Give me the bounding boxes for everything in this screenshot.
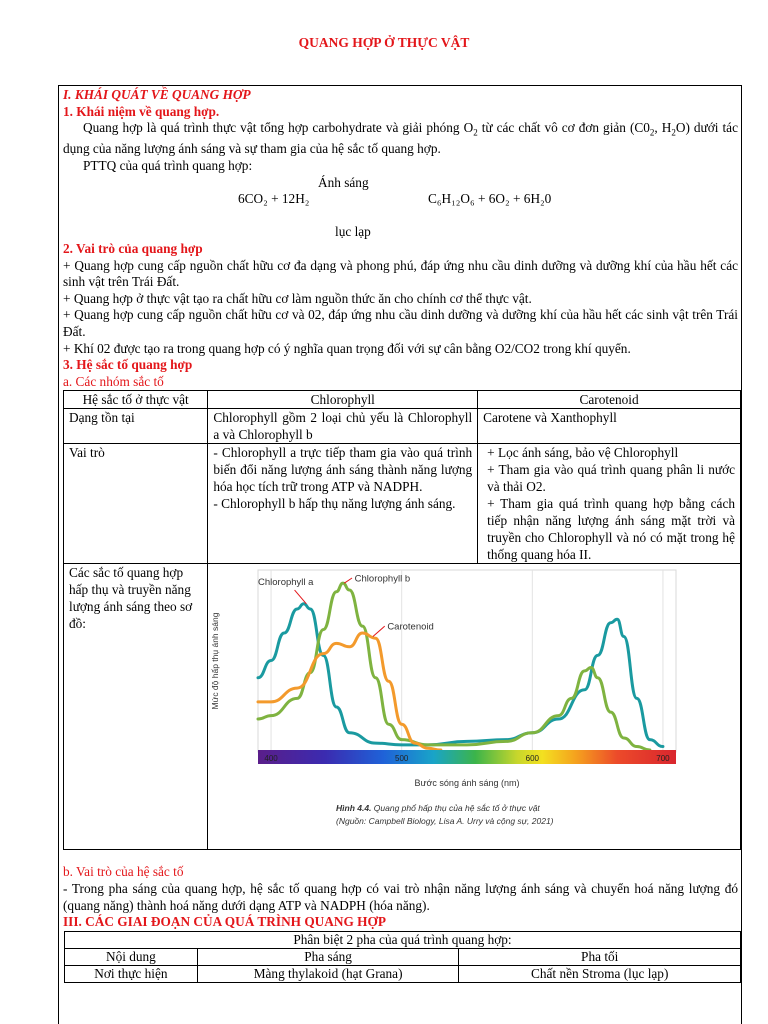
equation-spacer	[63, 208, 738, 225]
definition-part-2: từ các chất vô cơ đơn giản (C0	[477, 120, 650, 136]
equation-bottom-row	[63, 224, 738, 241]
carotenoid-role-2: + Tham gia vào quá trình quang phân li nước và thải O2.	[487, 462, 735, 495]
h2o-subscript: 2	[671, 127, 676, 138]
subsection-b-heading: b. Vai trò của hệ sắc tố	[63, 864, 184, 880]
content-frame	[58, 85, 742, 1024]
pigment-system-role-text: - Trong pha sáng của quang hợp, hệ sắc tố quang hợp có vai trò nhận năng lượng ánh sáng và chuyển hoá năng lượng đó (quang năng) thành hoá năng dưới dạng ATP và NADPH (hóa năng).	[63, 880, 738, 913]
subsection-3a-heading: a. Các nhóm sắc tố	[63, 373, 164, 389]
chlorophyll-role	[208, 444, 478, 564]
header-pigment-system: Hệ sắc tố ở thực vật	[64, 391, 208, 409]
photosynthesis-definition: Quang hợp là quá trình thực vật tổng hợp carbohydrate và giải phóng $O_2$ từ các chất vô cơ đơn giản ($C0_2$, $H_2O$) dưới tác dụng của năng lượng ánh sáng và sự tham gia của hệ sắc tố quang hợp.	[63, 120, 738, 157]
header-content: Nội dung	[65, 948, 198, 965]
carotenoid-form: Carotene và Xanthophyll	[478, 409, 741, 444]
chlorophyll-a-label: Chlorophyll a	[258, 577, 314, 589]
phase-table-title-row	[65, 931, 741, 948]
o2-subscript: 2	[473, 127, 478, 138]
header-chlorophyll: Chlorophyll	[208, 391, 478, 409]
caption-text: Quang phổ hấp thụ của hệ sắc tố ở thực vật	[371, 803, 541, 814]
section-3-heading: III. CÁC GIAI ĐOẠN CỦA QUÁ TRÌNH QUANG HỢP	[63, 914, 386, 930]
definition-part-4: O) dưới tác dụng của năng lượng ánh sáng và sự tham gia của hệ sắc tố quang hợp.	[63, 120, 738, 157]
light-phase-location: Màng thylakoid (hạt Grana)	[197, 965, 459, 982]
spacer-after-table	[63, 850, 738, 864]
table-row-location	[65, 965, 741, 982]
carotenoid-role-3: + Tham gia quá trình quang hợp bằng cách tiếp nhận năng lượng ánh sáng mặt trời và truyền cho Chlorophyll và nó có mặt trong hệ thống quang hóa II.	[487, 496, 735, 563]
equation-main-row	[63, 191, 738, 208]
section-1-heading: I. KHÁI QUÁT VỀ QUANG HỢP	[63, 87, 251, 102]
x-tick-label: 400	[264, 754, 279, 764]
subsection-3-heading: 3. Hệ sắc tố quang hợp	[63, 357, 193, 373]
definition-part-1: Quang hợp là quá trình thực vật tổng hợp carbohydrate và giải phóng O	[83, 120, 474, 136]
absorption-figure	[208, 564, 682, 834]
phase-comparison-table	[64, 931, 741, 983]
figure-source: (Nguồn: Campbell Biology, Lisa A. Urry và cộng sự, 2021)	[336, 816, 554, 827]
pigment-table-header	[64, 391, 741, 409]
definition-part-3: H	[661, 120, 672, 136]
pttq-label: PTTQ của quá trình quang hợp:	[83, 158, 253, 174]
phase-table-header	[65, 948, 741, 965]
header-dark-phase: Pha tối	[459, 948, 741, 965]
table-row-figure	[64, 564, 741, 850]
phase-table-title: Phân biệt 2 pha của quá trình quang hợp:	[65, 931, 741, 948]
equation-products: C₆H₁₂O₆ + 6O₂ + 6H₂0	[428, 191, 552, 207]
header-light-phase: Pha sáng	[197, 948, 459, 965]
row-label-role: Vai trò	[64, 444, 208, 564]
role-3: + Quang hợp cung cấp nguồn chất hữu cơ và 02, đáp ứng nhu cầu dinh dưỡng và dưỡng khí của hầu hết các sinh vật trên Trái Đất.	[63, 307, 738, 339]
subsection-1-heading: 1. Khái niệm về quang hợp.	[63, 103, 220, 119]
co2-subscript: 2	[649, 127, 655, 138]
chlorophyll-b-role: - Chlorophyll b hấp thụ năng lượng ánh sáng.	[213, 496, 456, 512]
subsection-2-heading: 2. Vai trò của quang hợp	[63, 241, 203, 256]
carotenoid-role-1: + Lọc ánh sáng, bảo vệ Chlorophyll	[487, 445, 679, 461]
figure-caption	[336, 803, 540, 813]
dark-phase-location: Chất nền Stroma (lục lạp)	[459, 965, 741, 982]
equation-reactants: 6CO₂ + 12H₂	[238, 191, 310, 207]
chlorophyll-form: Chlorophyll gồm 2 loại chủ yếu là Chlorophyll a và Chlorophyll b	[208, 409, 478, 444]
role-4: + Khí 02 được tạo ra trong quang hợp có ý nghĩa quan trọng đối với sự cân bằng O2/CO2 trong khí quyển.	[63, 340, 631, 356]
absorption-spectrum-chart	[208, 564, 682, 836]
equation-top-row	[63, 175, 738, 192]
row-label-form: Dạng tồn tại	[64, 409, 208, 444]
spectrum-bar	[258, 750, 676, 764]
x-tick-label: 700	[656, 754, 670, 764]
y-axis-label: Mức độ hấp thụ ánh sáng	[210, 612, 221, 710]
x-tick-label: 500	[395, 754, 409, 764]
role-1: + Quang hợp cung cấp nguồn chất hữu cơ đa dạng và phong phú, đáp ứng nhu cầu dinh dưỡng và dưỡng khí của hầu hết các sinh vật trên Trái Đất.	[63, 257, 738, 290]
table-row-form	[64, 409, 741, 444]
row-label-location: Nơi thực hiện	[65, 965, 198, 982]
caption-number: Hình 4.4.	[336, 803, 372, 814]
row-label-figure: Các sắc tố quang hợp hấp thụ và truyền năng lượng ánh sáng theo sơ đồ:	[64, 564, 208, 850]
carotenoid-label: Carotenoid	[387, 621, 435, 633]
equation-condition-light: Ánh sáng	[318, 174, 369, 190]
x-axis-label: Bước sóng ánh sáng (nm)	[414, 778, 520, 789]
table-row-role	[64, 444, 741, 564]
chlorophyll-b-label: Chlorophyll b	[355, 573, 411, 585]
plot-area	[258, 570, 676, 752]
figure-cell	[208, 564, 741, 850]
pigment-table	[63, 390, 741, 850]
carotenoid-role	[478, 444, 741, 564]
chlorophyll-a-role: - Chlorophyll a trực tiếp tham gia vào quá trình biến đổi năng lượng ánh sáng thành năng lượng hóa học tích trữ trong ATP và NADPH.	[213, 445, 473, 495]
equation-condition-chloroplast: lục lạp	[335, 224, 371, 240]
role-2: + Quang hợp ở thực vật tạo ra chất hữu cơ làm nguồn thức ăn cho chính cơ thể thực vật.	[63, 290, 532, 306]
document-title: QUANG HỢP Ở THỰC VẬT	[298, 35, 470, 50]
header-carotenoid: Carotenoid	[478, 391, 741, 409]
x-tick-label: 600	[525, 754, 540, 764]
